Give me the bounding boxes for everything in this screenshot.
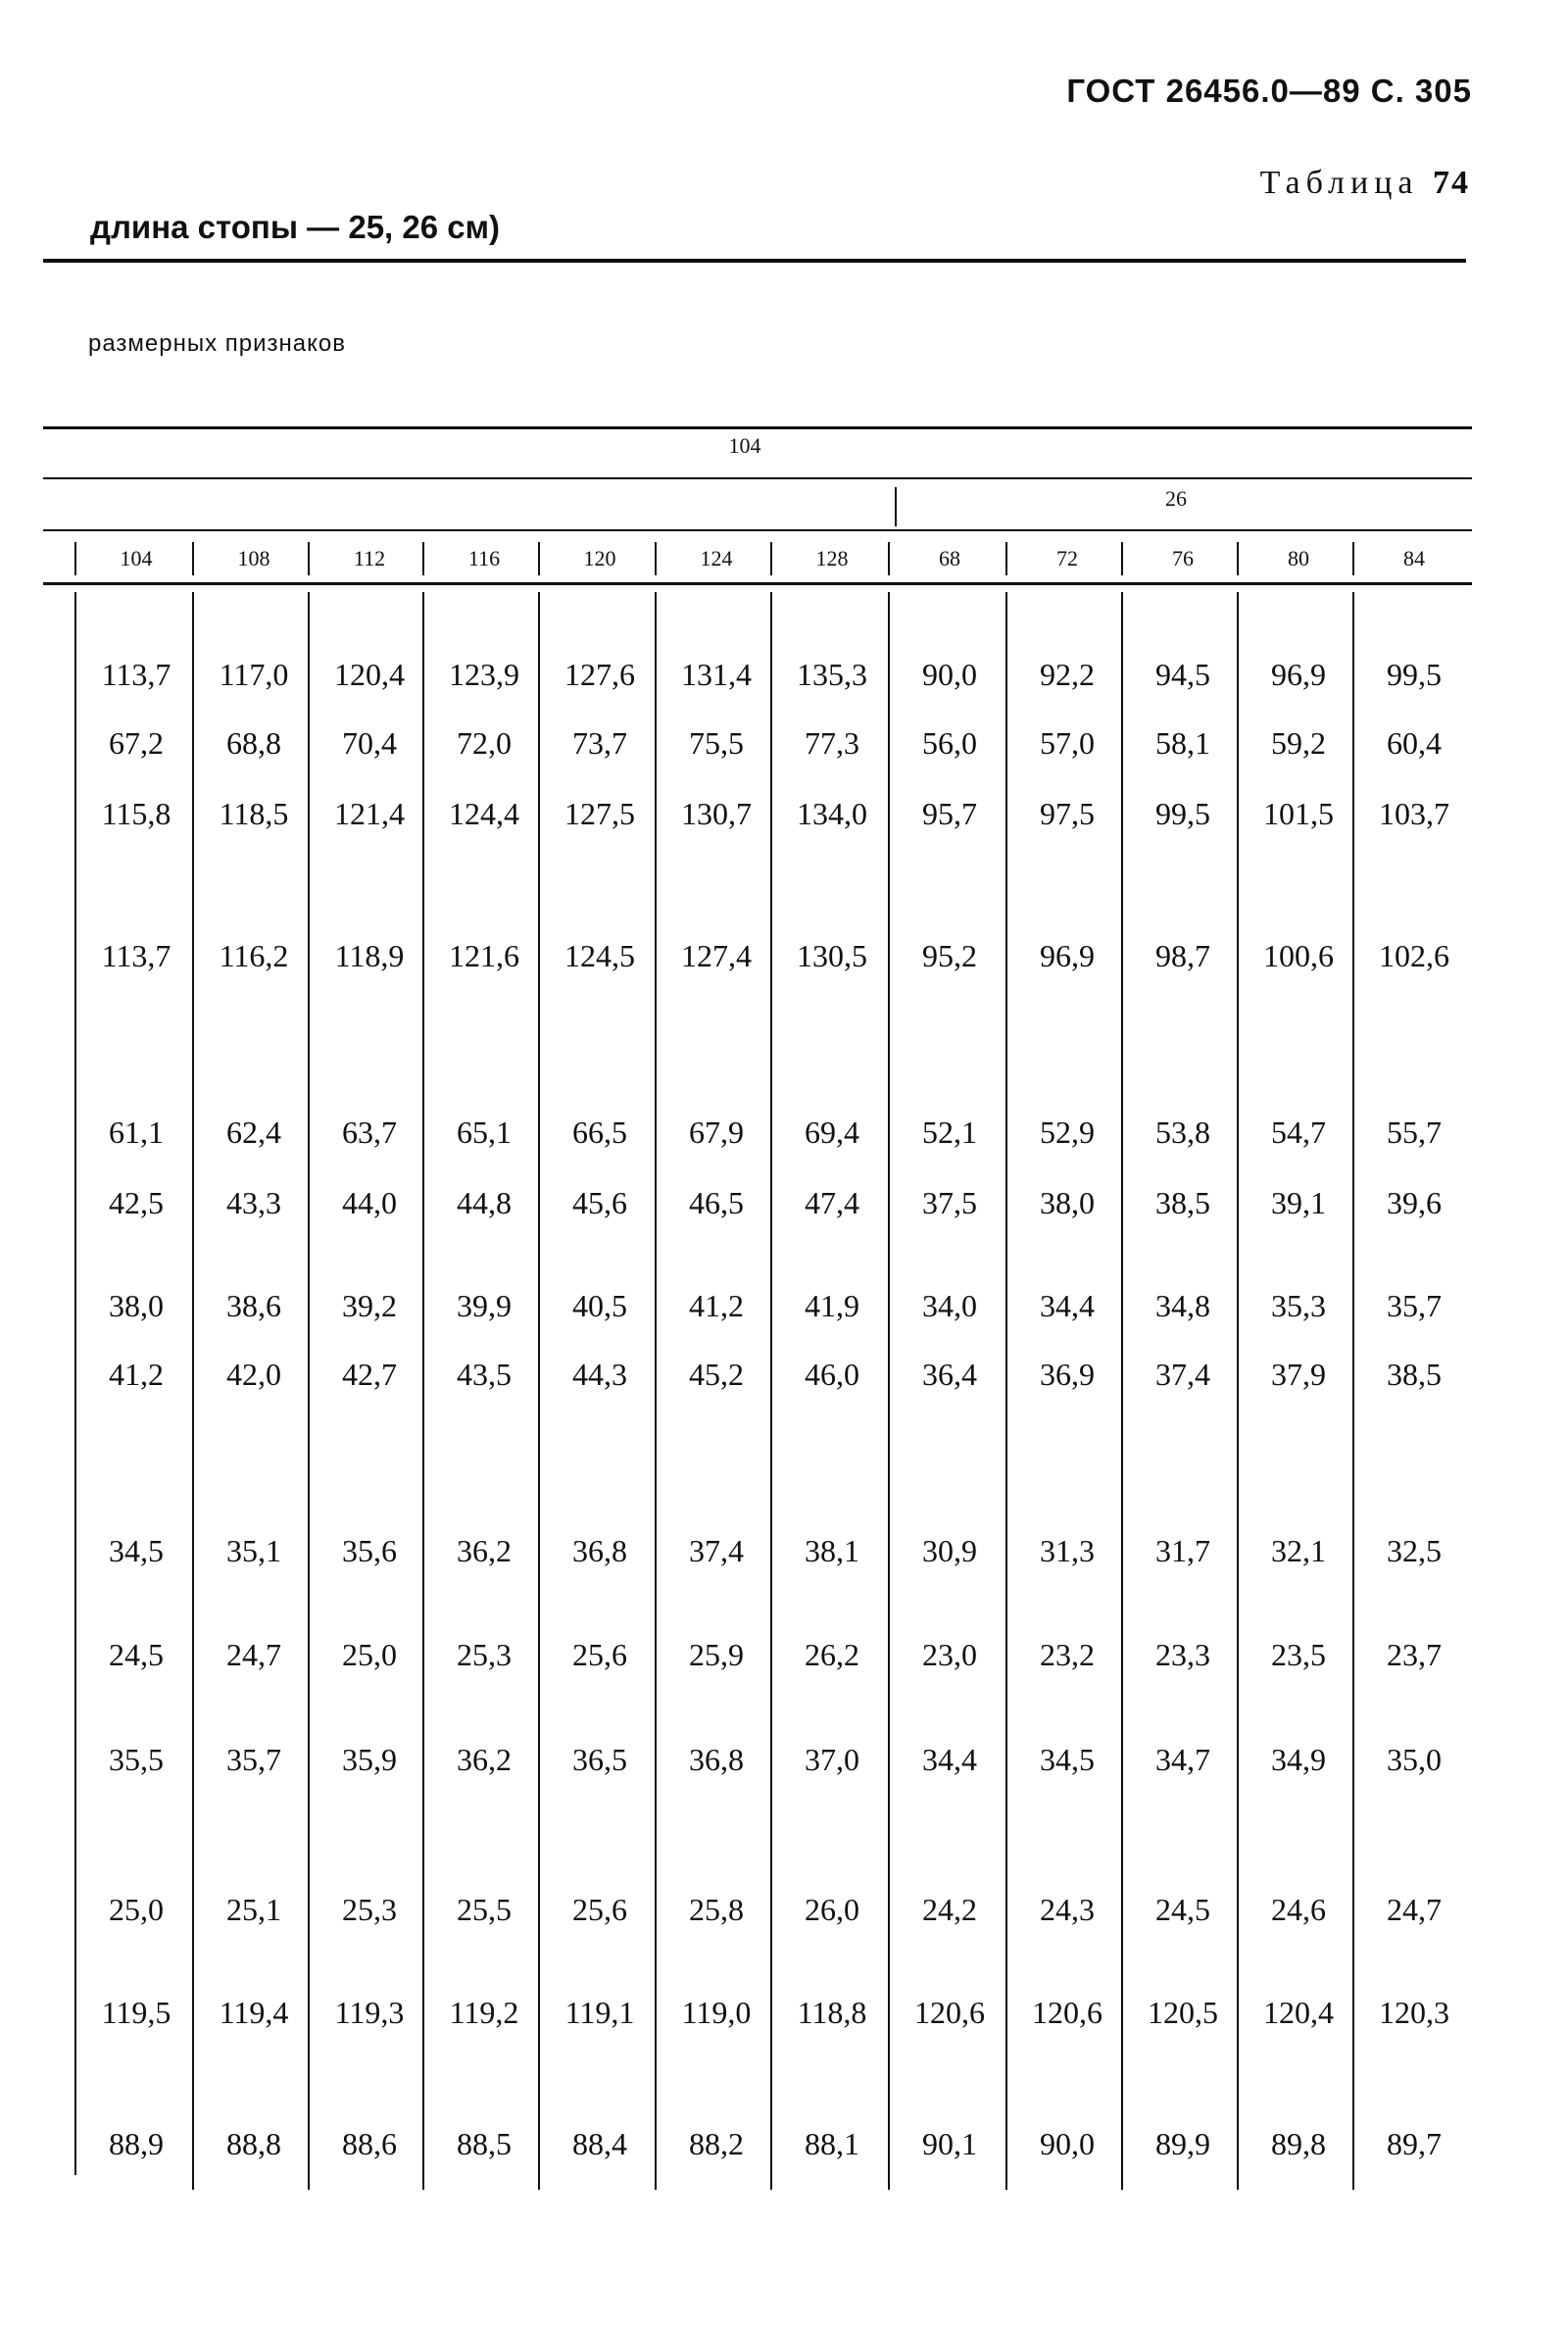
table-cell: 117,0 [219, 657, 289, 692]
table-cell: 88,8 [226, 2126, 281, 2161]
table-cell: 37,4 [1155, 1357, 1210, 1392]
table-cell: 96,9 [1040, 938, 1095, 973]
header-divider [1237, 542, 1239, 575]
table-cell: 23,2 [1040, 1637, 1095, 1672]
table-cell: 120,4 [334, 657, 405, 692]
table-cell: 90,0 [922, 657, 977, 692]
table-cell: 24,3 [1040, 1892, 1095, 1927]
table-cell: 34,4 [1040, 1288, 1095, 1323]
table-cell: 36,9 [1040, 1357, 1095, 1392]
table-cell: 123,9 [449, 657, 519, 692]
group-label-right: 26 [1165, 486, 1187, 511]
table-cell: 44,0 [342, 1185, 397, 1220]
table-cell: 34,5 [109, 1533, 164, 1568]
table-cell: 25,0 [342, 1637, 397, 1672]
table-cell: 127,5 [564, 796, 635, 831]
table-cell: 124,4 [449, 796, 519, 831]
table-cell: 52,1 [922, 1114, 977, 1150]
group-label-top: 104 [728, 433, 761, 458]
column-header: 124 [700, 546, 733, 570]
table-cell: 32,1 [1271, 1533, 1326, 1568]
column-header: 108 [237, 546, 270, 570]
column-header: 128 [815, 546, 849, 570]
table-cell: 56,0 [922, 725, 977, 761]
table-cell: 99,5 [1387, 657, 1442, 692]
table-cell: 36,5 [572, 1742, 627, 1777]
table-cell: 69,4 [805, 1114, 859, 1150]
table-cell: 67,2 [109, 725, 164, 761]
table-cell: 120,4 [1263, 1995, 1334, 2030]
table-cell: 36,8 [689, 1742, 744, 1777]
table-word: Таблица [1259, 165, 1419, 201]
table-cell: 120,5 [1148, 1995, 1218, 2030]
table-cell: 24,7 [226, 1637, 281, 1672]
table-cell: 26,2 [805, 1637, 859, 1672]
table-cell: 36,4 [922, 1357, 977, 1392]
table-cell: 120,6 [1032, 1995, 1102, 2030]
table-cell: 113,7 [101, 657, 172, 692]
table-cell: 40,5 [572, 1288, 627, 1323]
title-rule [43, 259, 1466, 263]
table-cell: 35,5 [109, 1742, 164, 1777]
table-cell: 24,7 [1387, 1892, 1442, 1927]
page-header-standard: ГОСТ 26456.0—89 С. 305 [1066, 73, 1472, 109]
table-cell: 25,3 [457, 1637, 512, 1672]
table-cell: 119,4 [219, 1995, 289, 2030]
table-cell: 31,3 [1040, 1533, 1095, 1568]
table-cell: 38,0 [109, 1288, 164, 1323]
table-cell: 101,5 [1263, 796, 1334, 831]
table-cell: 35,9 [342, 1742, 397, 1777]
table-cell: 88,6 [342, 2126, 397, 2161]
table-cell: 39,1 [1271, 1185, 1326, 1220]
column-header: 120 [583, 546, 616, 570]
table-cell: 119,1 [564, 1995, 635, 2030]
table-cell: 68,8 [226, 725, 281, 761]
table-cell: 100,6 [1263, 938, 1334, 973]
table-cell: 25,1 [226, 1892, 281, 1927]
header-divider [770, 542, 772, 575]
table-cell: 95,7 [922, 796, 977, 831]
table-cell: 88,9 [109, 2126, 164, 2161]
column-header: 72 [1056, 546, 1078, 570]
table-cell: 92,2 [1040, 657, 1095, 692]
table-cell: 89,8 [1271, 2126, 1326, 2161]
table-cell: 38,1 [805, 1533, 859, 1568]
table-cell: 35,7 [1387, 1288, 1442, 1323]
header-divider [888, 542, 890, 575]
table-cell: 32,5 [1387, 1533, 1442, 1568]
table-cell: 88,2 [689, 2126, 744, 2161]
table-cell: 39,6 [1387, 1185, 1442, 1220]
table-cell: 67,9 [689, 1114, 744, 1150]
table-cell: 66,5 [572, 1114, 627, 1150]
table-cell: 90,0 [1040, 2126, 1095, 2161]
table-cell: 39,2 [342, 1288, 397, 1323]
table-cell: 23,0 [922, 1637, 977, 1672]
table-cell: 70,4 [342, 725, 397, 761]
header-bottom-rule [43, 582, 1472, 585]
column-header: 76 [1172, 546, 1194, 570]
table-cell: 45,2 [689, 1357, 744, 1392]
table-cell: 36,8 [572, 1533, 627, 1568]
table-cell: 37,0 [805, 1742, 859, 1777]
table-cell: 113,7 [101, 938, 172, 973]
table-cell: 58,1 [1155, 725, 1210, 761]
table-number [1260, 165, 1470, 202]
table-cell: 23,3 [1155, 1637, 1210, 1672]
table-cell: 94,5 [1155, 657, 1210, 692]
table-cell: 118,8 [797, 1995, 867, 2030]
table-cell: 25,6 [572, 1892, 627, 1927]
table-cell: 89,7 [1387, 2126, 1442, 2161]
table-cell: 130,7 [681, 796, 752, 831]
table-cell: 35,0 [1387, 1742, 1442, 1777]
table-cell: 34,8 [1155, 1288, 1210, 1323]
table-cell: 46,0 [805, 1357, 859, 1392]
header-divider [74, 542, 76, 575]
table-cell: 97,5 [1040, 796, 1095, 831]
table-cell: 23,5 [1271, 1637, 1326, 1672]
table-cell: 95,2 [922, 938, 977, 973]
table-cell: 77,3 [805, 725, 859, 761]
table-cell: 38,5 [1155, 1185, 1210, 1220]
table-cell: 31,7 [1155, 1533, 1210, 1568]
table-cell: 25,0 [109, 1892, 164, 1927]
table-cell: 46,5 [689, 1185, 744, 1220]
table-cell: 43,3 [226, 1185, 281, 1220]
table-cell: 45,6 [572, 1185, 627, 1220]
table-cell: 88,1 [805, 2126, 859, 2161]
table-cell: 57,0 [1040, 725, 1095, 761]
column-header: 104 [120, 546, 153, 570]
table-cell: 34,7 [1155, 1742, 1210, 1777]
table-cell: 43,5 [457, 1357, 512, 1392]
table-cell: 118,9 [334, 938, 405, 973]
table-cell: 63,7 [342, 1114, 397, 1150]
table-cell: 25,5 [457, 1892, 512, 1927]
table-cell: 103,7 [1379, 796, 1449, 831]
table-cell: 47,4 [805, 1185, 859, 1220]
table-cell: 36,2 [457, 1533, 512, 1568]
table-cell: 44,3 [572, 1357, 627, 1392]
header-divider [422, 542, 424, 575]
header-divider [192, 542, 194, 575]
table-cell: 36,2 [457, 1742, 512, 1777]
table-cell: 42,0 [226, 1357, 281, 1392]
column-header: 80 [1288, 546, 1309, 570]
table-cell: 120,6 [914, 1995, 985, 2030]
table-cell: 42,5 [109, 1185, 164, 1220]
header-divider [655, 542, 657, 575]
table-cell: 134,0 [797, 796, 867, 831]
table-cell: 88,4 [572, 2126, 627, 2161]
column-header: 84 [1403, 546, 1425, 570]
table-cell: 65,1 [457, 1114, 512, 1150]
table-cell: 73,7 [572, 725, 627, 761]
table-cell: 37,5 [922, 1185, 977, 1220]
table-cell: 37,4 [689, 1533, 744, 1568]
table-cell: 38,5 [1387, 1357, 1442, 1392]
table-cell: 24,5 [109, 1637, 164, 1672]
table-cell: 53,8 [1155, 1114, 1210, 1150]
table-cell: 75,5 [689, 725, 744, 761]
table-cell: 37,9 [1271, 1357, 1326, 1392]
table-cell: 25,8 [689, 1892, 744, 1927]
table-cell: 121,4 [334, 796, 405, 831]
table-cell: 23,7 [1387, 1637, 1442, 1672]
table-cell: 89,9 [1155, 2126, 1210, 2161]
header-divider [1121, 542, 1123, 575]
table-cell: 102,6 [1379, 938, 1449, 973]
table-cell: 34,9 [1271, 1742, 1326, 1777]
group-rule-1 [43, 477, 1472, 479]
table-cell: 119,0 [681, 1995, 752, 2030]
table-cell: 34,5 [1040, 1742, 1095, 1777]
table-subtitle: длина стопы — 25, 26 см) [90, 209, 501, 245]
table-cell: 25,6 [572, 1637, 627, 1672]
table-cell: 131,4 [681, 657, 752, 692]
table-cell: 35,6 [342, 1533, 397, 1568]
table-cell: 135,3 [797, 657, 867, 692]
table-cell: 59,2 [1271, 725, 1326, 761]
table-cell: 72,0 [457, 725, 512, 761]
table-cell: 62,4 [226, 1114, 281, 1150]
table-cell: 127,6 [564, 657, 635, 692]
table-cell: 61,1 [109, 1114, 164, 1150]
header-divider [308, 542, 310, 575]
table-cell: 88,5 [457, 2126, 512, 2161]
header-divider [538, 542, 540, 575]
table-cell: 60,4 [1387, 725, 1442, 761]
table-cell: 44,8 [457, 1185, 512, 1220]
table-cell: 25,3 [342, 1892, 397, 1927]
table-cell: 35,7 [226, 1742, 281, 1777]
table-cell: 55,7 [1387, 1114, 1442, 1150]
header-divider [1352, 542, 1354, 575]
table-cell: 42,7 [342, 1357, 397, 1392]
group-divider [895, 487, 897, 526]
table-cell: 26,0 [805, 1892, 859, 1927]
table-cell: 24,2 [922, 1892, 977, 1927]
section-label: размерных признаков [88, 330, 347, 357]
table-cell: 41,2 [109, 1357, 164, 1392]
table-cell: 39,9 [457, 1288, 512, 1323]
table-cell: 96,9 [1271, 657, 1326, 692]
table-cell: 38,6 [226, 1288, 281, 1323]
column-divider [74, 592, 76, 2175]
table-cell: 24,6 [1271, 1892, 1326, 1927]
column-header: 116 [467, 546, 501, 570]
table-cell: 52,9 [1040, 1114, 1095, 1150]
table-cell: 115,8 [101, 796, 172, 831]
table-num: 74 [1433, 165, 1470, 201]
table-cell: 30,9 [922, 1533, 977, 1568]
table-cell: 116,2 [219, 938, 289, 973]
table-cell: 119,3 [334, 1995, 405, 2030]
table-cell: 130,5 [797, 938, 867, 973]
table-top-rule [43, 426, 1472, 429]
table-cell: 38,0 [1040, 1185, 1095, 1220]
table-cell: 35,3 [1271, 1288, 1326, 1323]
table-cell: 124,5 [564, 938, 635, 973]
table-cell: 54,7 [1271, 1114, 1326, 1150]
table-cell: 121,6 [449, 938, 519, 973]
table-cell: 120,3 [1379, 1995, 1449, 2030]
table-cell: 41,2 [689, 1288, 744, 1323]
table-cell: 118,5 [219, 796, 289, 831]
table-cell: 34,4 [922, 1742, 977, 1777]
table-cell: 35,1 [226, 1533, 281, 1568]
group-rule-2 [43, 529, 1472, 531]
table-cell: 24,5 [1155, 1892, 1210, 1927]
table-cell: 90,1 [922, 2126, 977, 2161]
table-cell: 34,0 [922, 1288, 977, 1323]
table-cell: 41,9 [805, 1288, 859, 1323]
table-cell: 25,9 [689, 1637, 744, 1672]
table-cell: 119,5 [101, 1995, 172, 2030]
column-header: 68 [939, 546, 960, 570]
table-cell: 119,2 [449, 1995, 519, 2030]
table-cell: 127,4 [681, 938, 752, 973]
header-divider [1005, 542, 1007, 575]
table-cell: 99,5 [1155, 796, 1210, 831]
column-header: 112 [353, 546, 386, 570]
table-cell: 98,7 [1155, 938, 1210, 973]
